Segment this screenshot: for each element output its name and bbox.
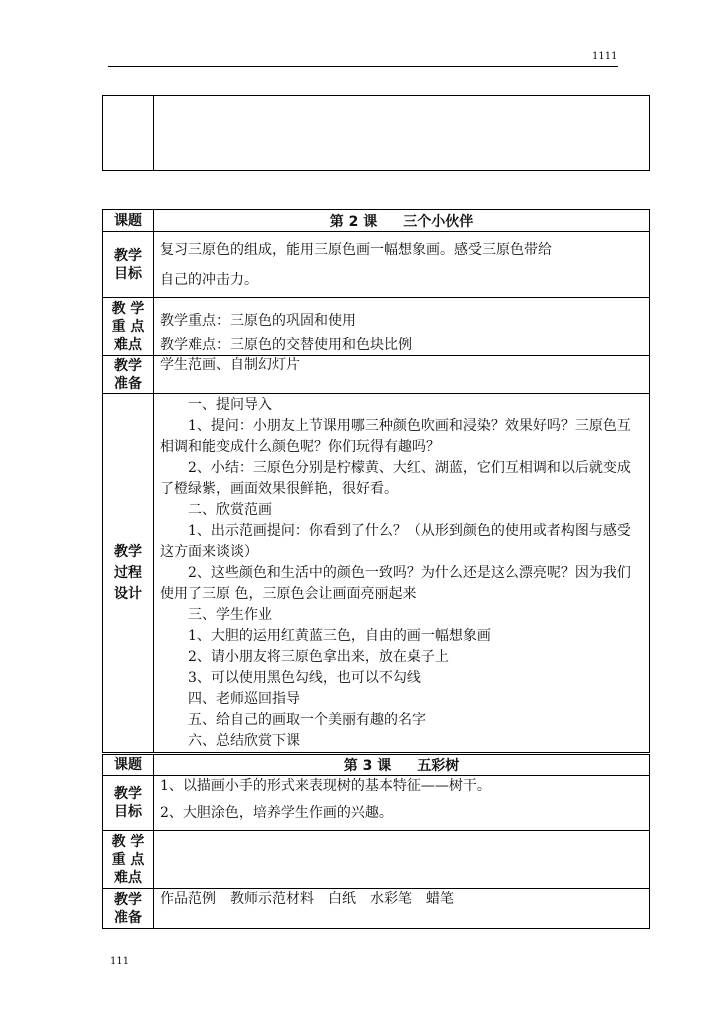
design-paragraph: 2、小结：三原色分别是柠檬黄、大红、湖蓝，它们互相调和以后就变成了橙绿紫，画面效果很鲜艳，很好看。 <box>160 460 631 497</box>
label-line: 教学 <box>114 786 142 802</box>
lesson2-goal-content <box>154 232 650 298</box>
lesson3-key-label <box>103 831 154 889</box>
label-line: 设计 <box>114 585 142 602</box>
lesson2-key-label <box>103 298 154 356</box>
lesson3-table <box>102 754 650 929</box>
lesson3-title <box>154 755 650 776</box>
goal-line: 自己的冲击力。 <box>160 271 258 288</box>
footer-page-number: 111 <box>110 956 130 967</box>
label-line: 准备 <box>114 375 142 392</box>
design-paragraph: 二、欣赏范画 <box>188 502 272 518</box>
label-line: 教学 <box>114 891 142 908</box>
lesson3-prep-content <box>154 889 650 929</box>
lesson3-prep-label <box>103 889 154 929</box>
design-paragraph: 1、大胆的运用红黄蓝三色，自由的画一幅想象画 <box>188 628 491 644</box>
lesson2-title-num: 第 2 课 <box>329 213 378 230</box>
goal-line: 1、以描画小手的形式来表现树的基本特征——树干。 <box>160 778 491 794</box>
empty-label-cell <box>103 96 154 171</box>
header-rule <box>108 66 618 67</box>
prep-text: 作品范例 教师示范材料 白纸 水彩笔 蜡笔 <box>160 891 454 907</box>
design-paragraph: 2、这些颜色和生活中的颜色一致吗？为什么还是这么漂亮呢？因为我们使用了三原 色，三原色会让画面亮丽起来 <box>160 565 631 602</box>
lesson2-title-label: 课题 <box>103 210 154 232</box>
key-line: 教学重点：三原色的巩固和使用 <box>160 313 356 329</box>
lesson2-design-content <box>154 394 650 753</box>
label-line: 教学 <box>114 247 142 264</box>
design-paragraph: 1、出示范画提问：你看到了什么？（从形到颜色的使用或者构图与感受这方面来谈谈） <box>160 523 631 560</box>
label-line: 教 学 <box>111 300 145 317</box>
label-line: 教学 <box>114 543 142 560</box>
label-line: 难点 <box>114 869 142 886</box>
label-line: 过程 <box>114 564 142 581</box>
label-line: 教学 <box>114 357 142 374</box>
label-line: 重 点 <box>111 318 145 335</box>
label-line: 难点 <box>114 336 142 353</box>
label-line: 目标 <box>114 265 142 282</box>
lesson2-key-content <box>154 298 650 356</box>
design-paragraph: 1、提问：小朋友上节课用哪三种颜色吹画和浸染？效果好吗？三原色互相调和能变成什么颜色呢？你们玩得有趣吗？ <box>160 418 631 455</box>
lesson2-title <box>154 210 650 232</box>
goal-line: 2、大胆涂色，培养学生作画的兴趣。 <box>160 805 393 821</box>
empty-content-cell <box>154 96 650 171</box>
lesson2-prep-content <box>154 356 650 394</box>
design-paragraph: 2、请小朋友将三原色拿出来，放在桌子上 <box>188 649 449 665</box>
label-line: 准备 <box>114 909 142 926</box>
design-paragraph: 一、提问导入 <box>188 397 272 413</box>
design-paragraph: 四、老师巡回指导 <box>188 691 300 707</box>
goal-line: 复习三原色的组成，能用三原色画一幅想象画。感受三原色带给 <box>160 241 552 258</box>
lesson2-design-label <box>103 394 154 753</box>
design-paragraph: 五、给自己的画取一个美丽有趣的名字 <box>188 712 426 728</box>
lesson3-title-num: 第 3 课 <box>343 758 392 774</box>
design-paragraph: 3、可以使用黑色勾线，也可以不勾线 <box>188 670 421 686</box>
header-page-number: 1111 <box>592 51 618 62</box>
lesson2-prep-label <box>103 356 154 394</box>
lesson3-goal-content <box>154 776 650 831</box>
lesson3-title-label: 课题 <box>103 755 154 776</box>
label-line: 重 点 <box>111 851 145 868</box>
label-line: 目标 <box>114 804 142 820</box>
label-line: 教 学 <box>111 833 145 850</box>
lesson2-goal-label <box>103 232 154 298</box>
prep-text: 学生范画、自制幻灯片 <box>160 357 300 373</box>
lesson3-goal-label <box>103 776 154 831</box>
design-paragraph: 三、学生作业 <box>188 607 272 623</box>
key-line: 教学难点：三原色的交替使用和色块比例 <box>160 337 412 353</box>
lesson2-title-name: 三个小伙伴 <box>403 213 474 230</box>
design-paragraph: 六、总结欣赏下课 <box>188 733 300 749</box>
lesson3-key-content <box>154 831 650 889</box>
lesson2-table <box>102 209 650 753</box>
empty-table <box>102 95 650 171</box>
lesson3-title-name: 五彩树 <box>417 758 460 774</box>
